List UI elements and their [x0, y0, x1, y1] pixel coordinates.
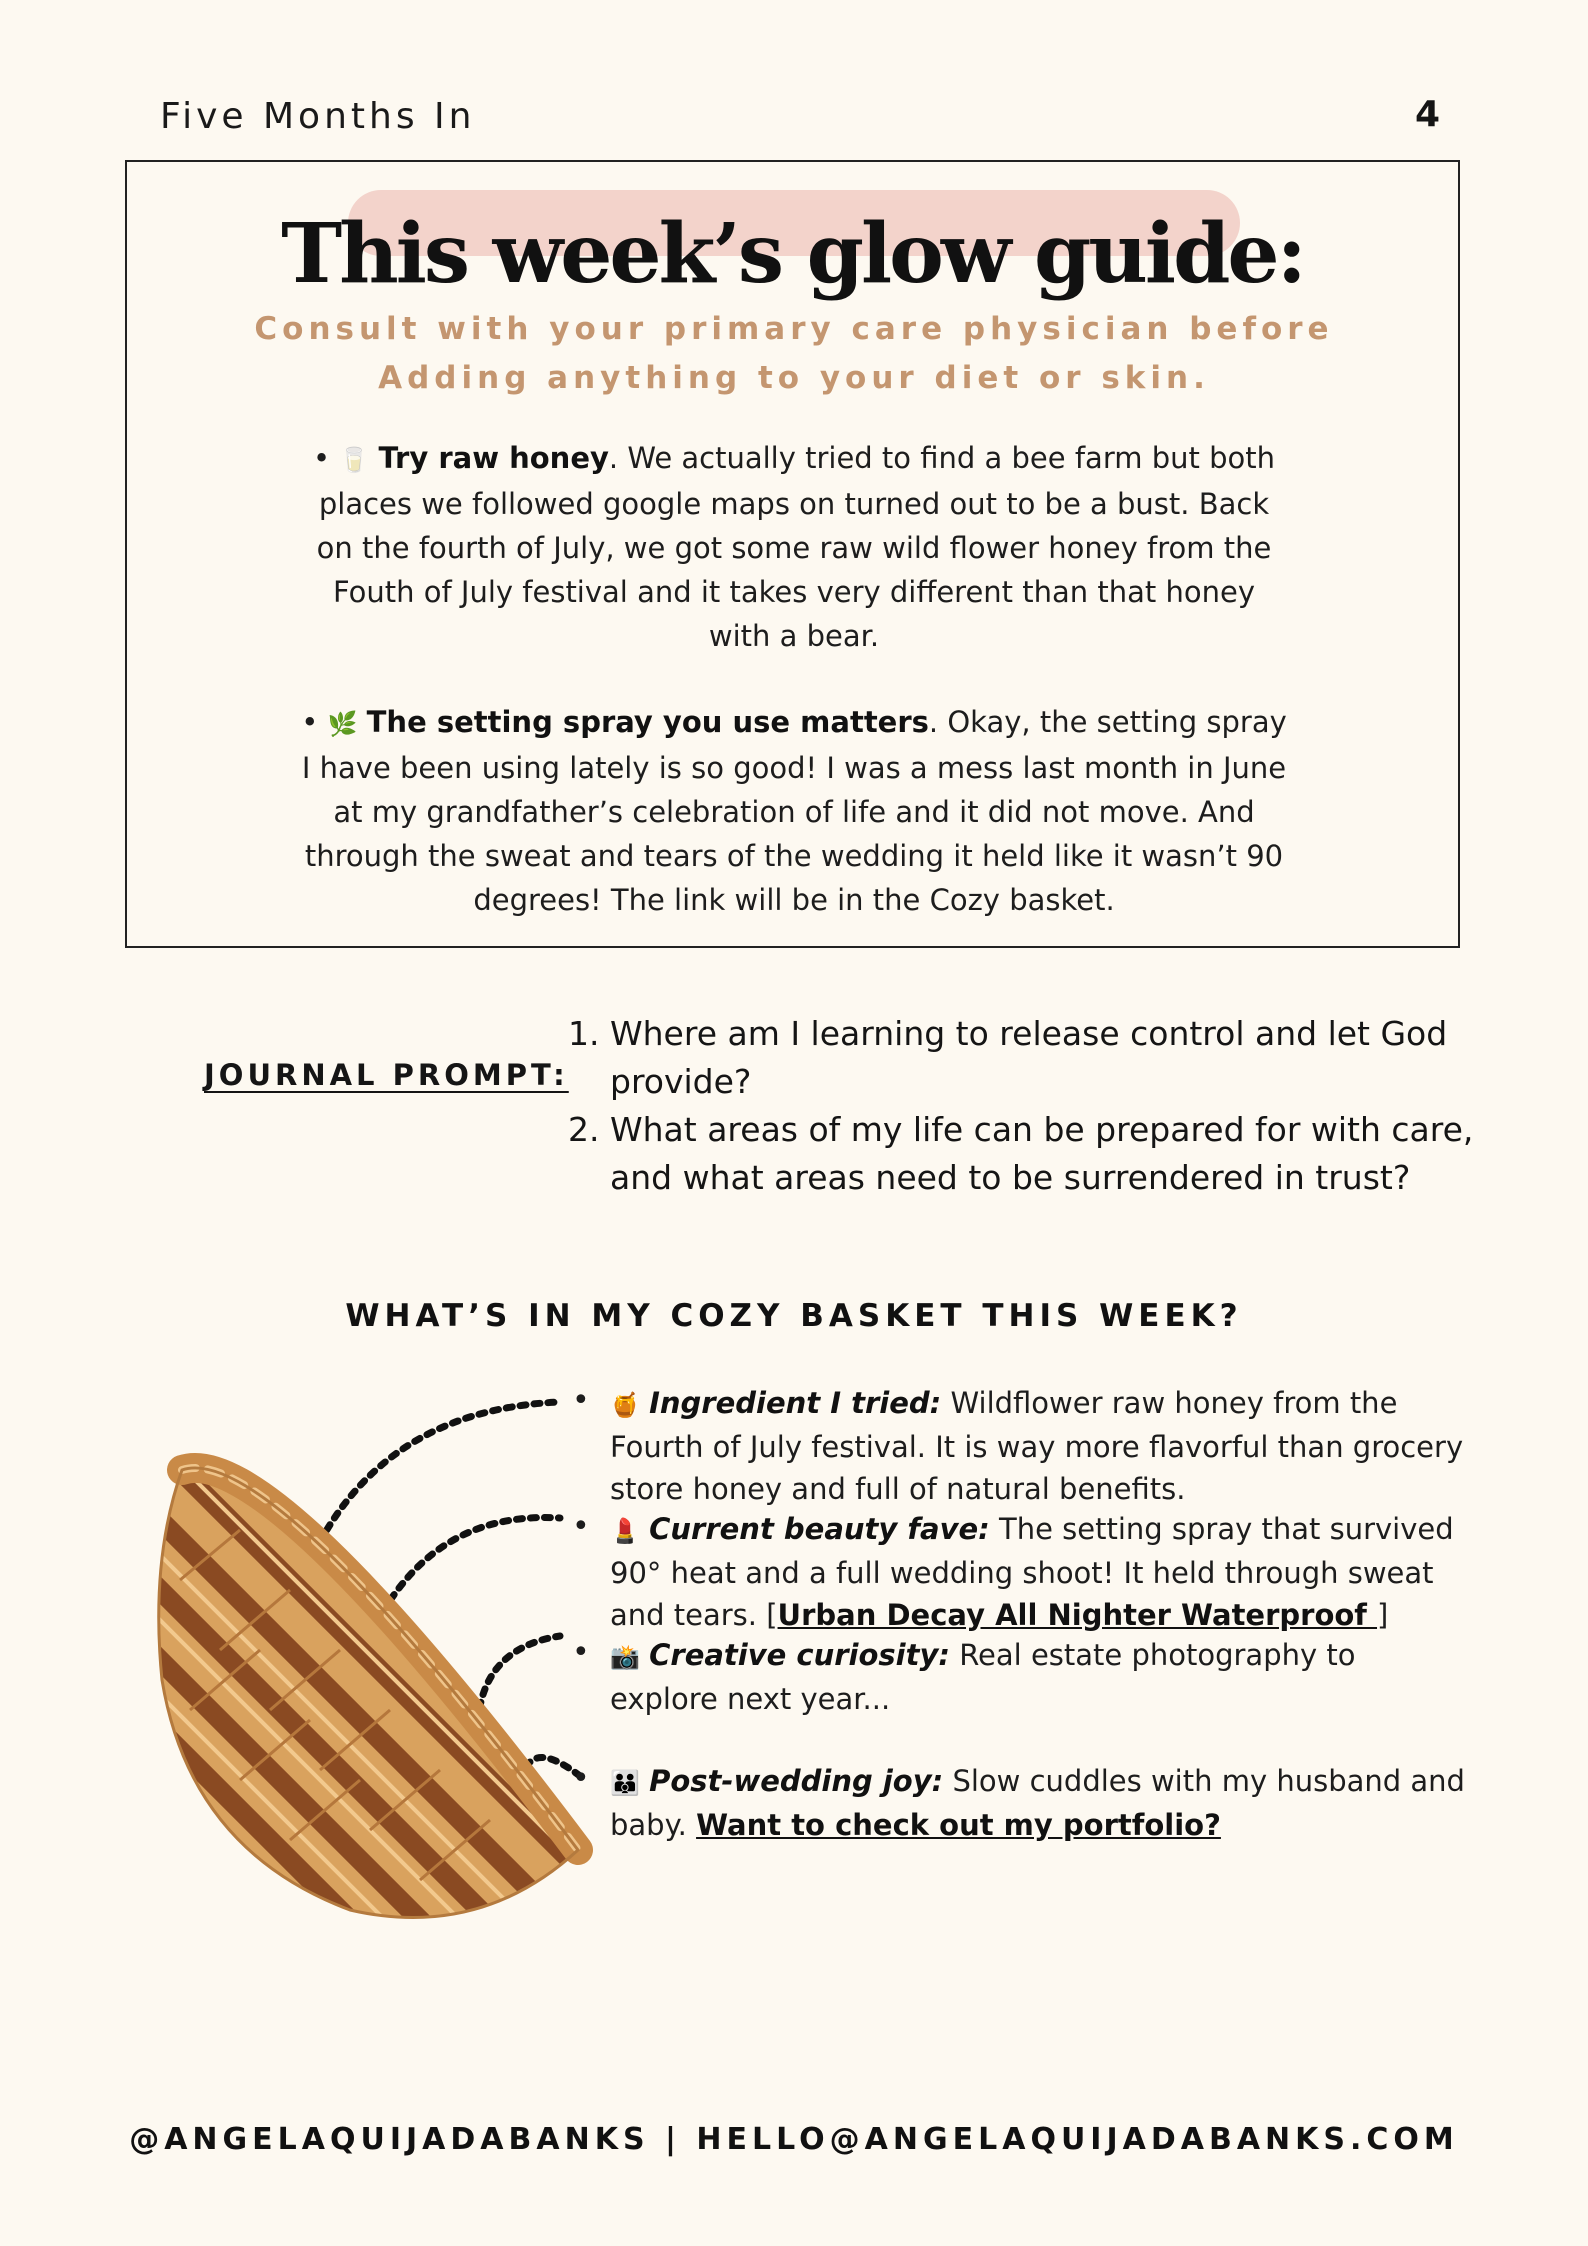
cup-icon: 🥛	[339, 446, 370, 474]
camera-icon: 📸	[610, 1643, 640, 1671]
basket-item	[572, 1634, 1470, 1720]
document-title: Five Months In	[160, 96, 476, 137]
journal-prompt-item	[568, 1106, 1478, 1202]
prompt-number: 2.	[568, 1110, 600, 1149]
item-text: Slow cuddles with my husband and baby.	[610, 1764, 1465, 1842]
item-label: Creative curiosity:	[649, 1638, 950, 1672]
item-text-after: ]	[1377, 1598, 1389, 1632]
basket-item	[572, 1760, 1470, 1846]
glow-tip	[300, 700, 1288, 922]
family-icon: 👪	[610, 1769, 640, 1797]
journal-prompt-list	[568, 1010, 1478, 1202]
glow-tip	[300, 436, 1288, 658]
bullet: •	[572, 1383, 590, 1418]
lipstick-icon: 💄	[610, 1517, 640, 1545]
glow-guide-title: This week’s glow guide:	[281, 206, 1304, 302]
bullet: •	[572, 1761, 590, 1796]
item-label: Post-wedding joy:	[649, 1764, 944, 1798]
tip-heading: The setting spray you use matters	[366, 705, 929, 739]
herb-icon: 🌿	[327, 710, 358, 738]
bullet: •	[572, 1509, 590, 1544]
bullet: •	[313, 441, 331, 475]
footer-contact: @ANGELAQUIJADABANKS | HELLO@ANGELAQUIJADABANKS.COM	[129, 2122, 1459, 2157]
page-number: 4	[1414, 94, 1440, 135]
item-text: Wildflower raw honey from the Fourth of July festival. It is way more flavorful than grocery store honey and full of natural benefits.	[610, 1386, 1464, 1506]
bullet: •	[572, 1635, 590, 1670]
prompt-text: Where am I learning to release control and let God provide?	[610, 1014, 1448, 1101]
tip-text: . We actually tried to find a bee farm but both places we followed google maps on turned out to be a bust. Back on the fourth of July, we got some raw wild flower honey from the Fouth of July festival and it takes very different than that honey with a bear.	[316, 441, 1275, 653]
prompt-text: What areas of my life can be prepared for with care, and what areas need to be surrendered in trust?	[610, 1110, 1474, 1197]
item-text: The setting spray that survived 90° heat and a full wedding shoot! It held through sweat and tears. [	[610, 1512, 1454, 1632]
item-label: Ingredient I tried:	[649, 1386, 942, 1420]
cozy-basket-heading: WHAT’S IN MY COZY BASKET THIS WEEK?	[345, 1298, 1243, 1334]
portfolio-link[interactable]: Want to check out my portfolio?	[696, 1808, 1221, 1842]
bullet: •	[301, 705, 319, 739]
journal-prompt-item	[568, 1010, 1478, 1106]
item-text: Real estate photography to explore next year...	[610, 1638, 1356, 1716]
basket-item	[572, 1382, 1470, 1510]
tip-text: . Okay, the setting spray I have been using lately is so good! I was a mess last month in June at my grandfather’s celebration of life and it did not move. And through the sweat and tears of the wedding it held like it wasn’t 90 degrees! The link will be in the Cozy basket.	[301, 705, 1287, 917]
basket-item	[572, 1508, 1470, 1636]
item-label: Current beauty fave:	[649, 1512, 990, 1546]
urban-decay-link[interactable]: Urban Decay All Nighter Waterproof	[777, 1598, 1378, 1632]
honey-pot-icon: 🍯	[610, 1391, 640, 1419]
physician-disclaimer: Consult with your primary care physician before Adding anything to your diet or skin.	[254, 311, 1334, 396]
tip-heading: Try raw honey	[378, 441, 609, 475]
prompt-number: 1.	[568, 1014, 600, 1053]
journal-prompt-label: JOURNAL PROMPT:	[204, 1058, 569, 1092]
basket-illustration	[150, 1380, 610, 1940]
